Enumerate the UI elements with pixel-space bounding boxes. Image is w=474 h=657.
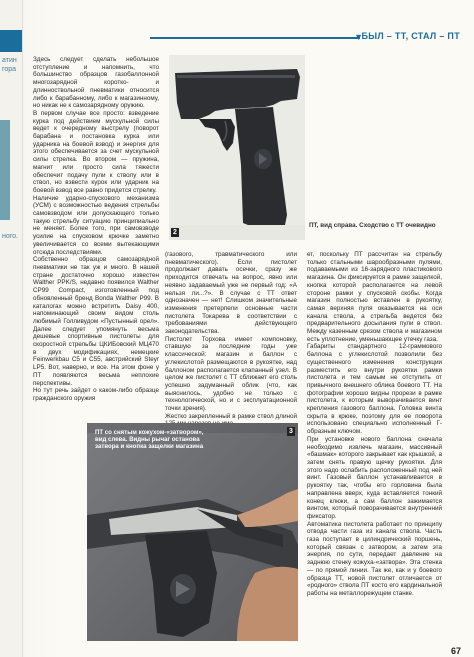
strip-text-top: атин гора <box>2 57 17 73</box>
text-column-2: (газового, травматического или пневматического). Если пистолет продолжает давать осечки, сразу же приходится отвечать на вопрос, явно или неявно задаваемый уже не первый год: «А нельзя ли...?». В случае с ТТ ответ однозначен — нет! Слишком значительные изменения претерпели основные части пистолета Токарева в соответствии с требованиями действующего законодательства. Пистолет Торхова имеет компоновку, ставшую за последние годы уже классической: магазин и баллон с углекислотой размещаются в рукоятке, над баллоном располагается клапанный узел. В целом же пистолет с ТТ сближает его столь успешно задуманный облик (что, как выяснилось, удобно не только с технологической, но и с эксплуатационной точки зрения). Жестко закрепленный в рамке ствол длиной <box>165 251 297 420</box>
strip-text-mid: ного. <box>2 233 18 240</box>
header-rule <box>150 37 360 39</box>
photo2-caption: ПТ со снятым кожухом-«затвором», вид слева. Видны рычаг останова затвора и кнопка защелки магазина <box>95 429 204 451</box>
header-triangle-icon: ▼ <box>354 32 363 42</box>
page-number: 67 <box>450 646 461 656</box>
text-column-3: ет, поскольку ПТ рассчитан на стрельбу только стальными шарообразными пулями, подаваемыми из 16-зарядного пластикового магазина. Он фиксируется в рамке защелкой, кнопка которой располагается на левой стороне рамки у спусковой скобы. Когда магазин полностью вставлен в рукоятку, самая верхняя пуля оказывается на оси канала ствола, а стрельба ведется без предварительного досылания пули в ствол. Между казенным срезом ствола и магазином есть уплотнение, уменьшающее утечку газа. Габариты стандартного 12-граммового баллона с углекислотой позволили без существенного изменения конструкции разместить его внутри рукоятки рамки пистолета и тем самым не отступить от привычного внешнего облика боевого ТТ. На фотографии хорошо видны прорези в рамке пистолета, к которым выворачивается винт крепления газового баллона. Головка винта скрыта в крюке, поэтому для ее поворота использовано специально исполненный Г-образным ключом. При установке нового баллона сначала необходимо извлечь магазин, массивный «башмак» которого закрывает как крышкой, а затем снять правую щечку рукоятки. Для этого надо ослабить расположенный под ней винт. Газовый баллон устанавливается в рукоятку так, чтобы его горловина была направлена вверх, куда вставляется тонкий конец клюки, а сам баллон зажимается винтом, который поворачивается внутренний фиксатор. Автоматика пистолета работает по принципу отвода части газа из канала ствола. Часть газа поступает в цилиндрический поршень, который связан с затвором, а затем эта энергия, по сути, передает давление на заднюю стенку кожуха-«затвора». Эта стенка — по прямой линии. Так же, как и у боевого образца ТТ, новой пистолет отличается от «родного» ствола ПТ косто его кардинальной работы на металлорежущем станке. <box>307 251 442 597</box>
photo1-number: 2 <box>171 228 179 237</box>
photo-pistol-disassembled-left-view <box>87 423 298 641</box>
photo2-number: 3 <box>287 427 295 436</box>
running-header <box>150 31 460 45</box>
previous-page-strip <box>0 0 23 657</box>
header-title: БЫЛ – ТТ, СТАЛ – ПТ <box>361 31 460 41</box>
strip-blue-bar <box>0 30 22 52</box>
strip-teal-block <box>0 120 10 220</box>
photo1-caption: ПТ, вид справа. Сходство с ТТ очевидно <box>309 222 436 229</box>
photo-pistol-right-view <box>169 55 305 240</box>
text-column-1: Здесь следует сделать небольшое отступление и напомнить, что большинство образцов газобаллонной многозарядной коротко- и длинноствольной пневматики относится либо к барабанному, либо к магазинному, но никак не к самозарядному оружию. В первом случае все просто: взведение курка под действием мускульной силы ведет к очередному выстрелу (поворот барабана и постановка курка или ударника на боевой взвод) и энергия для этого обеспечивается за счет мускульной силы стрелка. Во втором — пружина, магнит или просто сила тяжести обеспечит подачу пули к стволу или в ствол, но взвести курок или ударник на боевой взвод все равно придется стрелку. Наличие ударно-спускового механизма (УСМ) с возможностью ведения стрельбы самовзводом или допускающего только такую стрельбу ситуацию принципиально не меняет. Более того, при самовзводе усилие на спусковом крючке заметно увеличивается со всеми вытекающими отсюда последствиями. Собственно образцов самозарядной пневматики не так уж и много. В нашей стране достаточно хорошо известен Walther PPK/S, недавно появился Walther CP99 Compact, изготовленный под обновленный бренд Bonda Walther P99. В каталогах можно встретить Daisy 400, напоминающий своим видом столь любимый Голливудом «Пустынный орел». Далее следует упомянуть весьма дешевые спортивные пистолеты для скоростной стрельбы ЦКИБовский МЦ470 в двух модификациях, немецкие Feinwerkbau C5 и C55, австрийский Steyr LP5. Вот, наверно, и все. На этом фоне у ПТ появляются весьма неплохие перспективы. Но тут речь зайдет о каком-либо образце гражданского оружия <box>33 56 159 402</box>
